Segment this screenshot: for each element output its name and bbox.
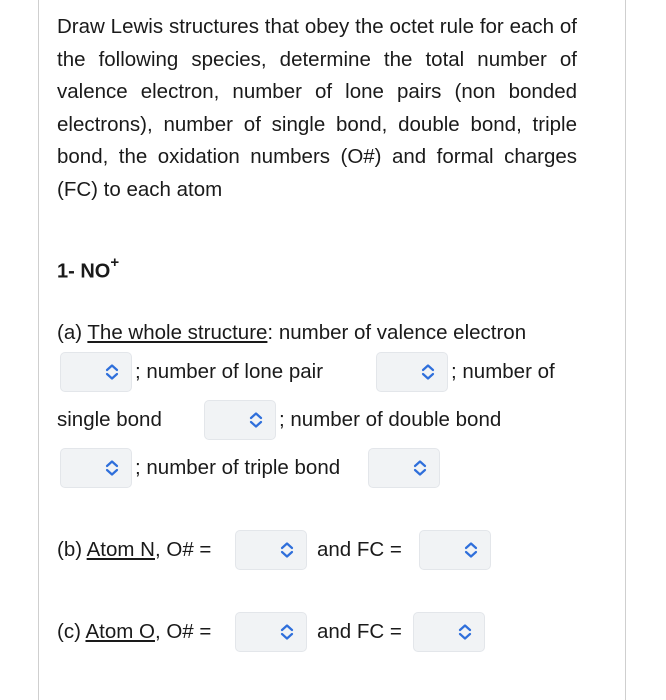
chevron-up-down-icon xyxy=(248,410,264,430)
triple-bond-select[interactable] xyxy=(368,448,440,488)
part-c-prefix: (c) xyxy=(57,620,86,643)
part-c-ox-label: , O# = xyxy=(154,620,212,643)
question-intro: Draw Lewis structures that obey the octet rule for each of the following species, determine the total number of valence electron, number of lone pairs (non bonded electrons), number of single bond, double bond, triple bond, the oxidation numbers (O#) and formal charges (FC) to each atom xyxy=(57,15,577,201)
atom-n-formal-charge-select[interactable] xyxy=(419,530,491,570)
chevron-up-down-icon xyxy=(279,622,295,642)
chevron-up-down-icon xyxy=(463,540,479,560)
part-a-prefix: (a) xyxy=(57,321,88,344)
double-bond-select[interactable] xyxy=(60,448,132,488)
number-of-label: ; number of xyxy=(451,360,555,383)
lone-pair-select[interactable] xyxy=(376,352,448,392)
part-c-fc-label: and FC = xyxy=(317,620,402,643)
chevron-up-down-icon xyxy=(420,362,436,382)
part-c-label xyxy=(57,618,211,646)
part-c-subject: Atom O xyxy=(85,620,155,643)
part-b-fc-label: and FC = xyxy=(317,538,402,561)
single-bond-label: single bond xyxy=(57,408,162,431)
part-b-prefix: (b) xyxy=(57,538,87,561)
chevron-up-down-icon xyxy=(412,458,428,478)
species-label: 1- NO xyxy=(57,260,111,283)
part-a-line-1 xyxy=(57,319,526,347)
chevron-up-down-icon xyxy=(104,362,120,382)
atom-n-oxidation-select[interactable] xyxy=(235,530,307,570)
chevron-up-down-icon xyxy=(457,622,473,642)
species-charge: + xyxy=(110,254,120,271)
valence-electron-select[interactable] xyxy=(60,352,132,392)
atom-o-oxidation-select[interactable] xyxy=(235,612,307,652)
chevron-up-down-icon xyxy=(279,540,295,560)
single-bond-select[interactable] xyxy=(204,400,276,440)
atom-o-formal-charge-select[interactable] xyxy=(413,612,485,652)
part-a-subject: The whole structure xyxy=(87,321,268,344)
triple-bond-label: ; number of triple bond xyxy=(135,456,341,479)
part-b-ox-label: , O# = xyxy=(154,538,212,561)
part-b-subject: Atom N xyxy=(86,538,155,561)
lone-pair-label: ; number of lone pair xyxy=(135,360,324,383)
double-bond-label: ; number of double bond xyxy=(279,408,502,431)
question-card xyxy=(38,0,626,700)
chevron-up-down-icon xyxy=(104,458,120,478)
part-b-label xyxy=(57,536,211,564)
species-heading xyxy=(57,252,577,286)
part-a-valence-label: : number of valence electron xyxy=(267,321,527,344)
